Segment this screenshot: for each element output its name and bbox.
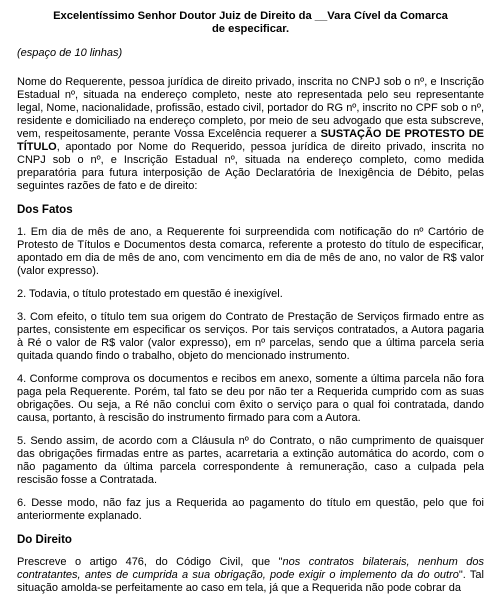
section-title-direito: Do Direito [17,534,72,546]
intro-bold-title: SUSTAÇÃO DE PROTESTO DE TÍTULO [17,128,484,153]
intro-paragraph [17,76,484,193]
heading-line-1: Excelentíssimo Senhor Doutor Juiz de Direito da __Vara Cível da Comarca [53,10,448,22]
fatos-paragraph-5: 5. Sendo assim, de acordo com a Cláusula nº do Contrato, o não cumprimento de quaisquer das obrigações firmadas entre as partes, acarretaria a extinção automática do acordo, com o não pagamento da última parcela correspondente à remuneração, caso a culpada pela rescisão fosse a Contratada. [17,435,484,486]
heading-line-2: de especificar. [211,23,290,35]
spacing-note: (espaço de 10 linhas) [17,47,123,59]
document-heading [17,10,484,36]
direito-paragraph [17,556,484,595]
fatos-paragraph-1: 1. Em dia de mês de ano, a Requerente foi surpreendida com notificação do nº Cartório de Protesto de Títulos e Documentos desta comarca, referente a protesto do título de especificar, apontado em dia de mês de ano, com vencimento em dia de mês de ano, no valor de R$ valor (valor expresso). [17,226,484,277]
section-title-fatos: Dos Fatos [17,204,73,216]
fatos-paragraph-4: 4. Conforme comprova os documentos e recibos em anexo, somente a última parcela não fora paga pela Requerente. Porém, tal fato se deu por não ter a Requerida cumprido com as suas obrigações. Ou seja, a Ré não conclui com êxito o serviço para o qual foi contratada, dando causa, portanto, à rescisão do instrumento firmado para com a Autora. [17,373,484,424]
fatos-paragraph-3: 3. Com efeito, o título tem sua origem do Contrato de Prestação de Serviços firmado entre as partes, consistente em especificar os serviços. Por tais serviços contratados, a Autora pagaria à Ré o valor de R$ valor (valor expresso), em nº parcelas, sendo que a última parcela seria quitada quando findo o trabalho, objeto do mencionado instrumento. [17,311,484,362]
direito-text-2: ". Tal situação amolda-se perfeitamente ao caso em tela, já que a Requerida não pode cobrar da [17,569,484,594]
fatos-paragraph-6: 6. Desse modo, não faz jus a Requerida ao pagamento do título em questão, pelo que foi anteriormente explanado. [17,497,484,522]
intro-text-1: Nome do Requerente, pessoa jurídica de direito privado, inscrita no CNPJ sob o nº, e Inscrição Estadual nº, situada na endereço completo, neste ato representada pelo seu representante legal, Nome, nacionalidade, profissão, estado civil, portador do RG nº, inscrito no CPF sob o nº, residente e domiciliado na endereço completo, por meio de seu advogado que esta subscreve, vem, respeitosamente, perante Vossa Excelência requerer a [17,76,484,140]
fatos-paragraph-2: 2. Todavia, o título protestado em questão é inexigível. [17,288,283,300]
direito-text-1: Prescreve o artigo 476, do Código Civil, que " [17,556,283,568]
direito-quote: nos contratos bilaterais, nenhum dos contratantes, antes de cumprida a sua obrigação, pode exigir o implemento da do outro [17,556,484,581]
intro-text-2: , apontado por Nome do Requerido, pessoa jurídica de direito privado, inscrita no CNPJ sob o nº, e Inscrição Estadual nº, situada na endereço completo, como medida preparatória para futura interposição de Ação Declaratória de Inexigência de Débito, pelas seguintes razões de fato e de direito: [17,141,484,192]
